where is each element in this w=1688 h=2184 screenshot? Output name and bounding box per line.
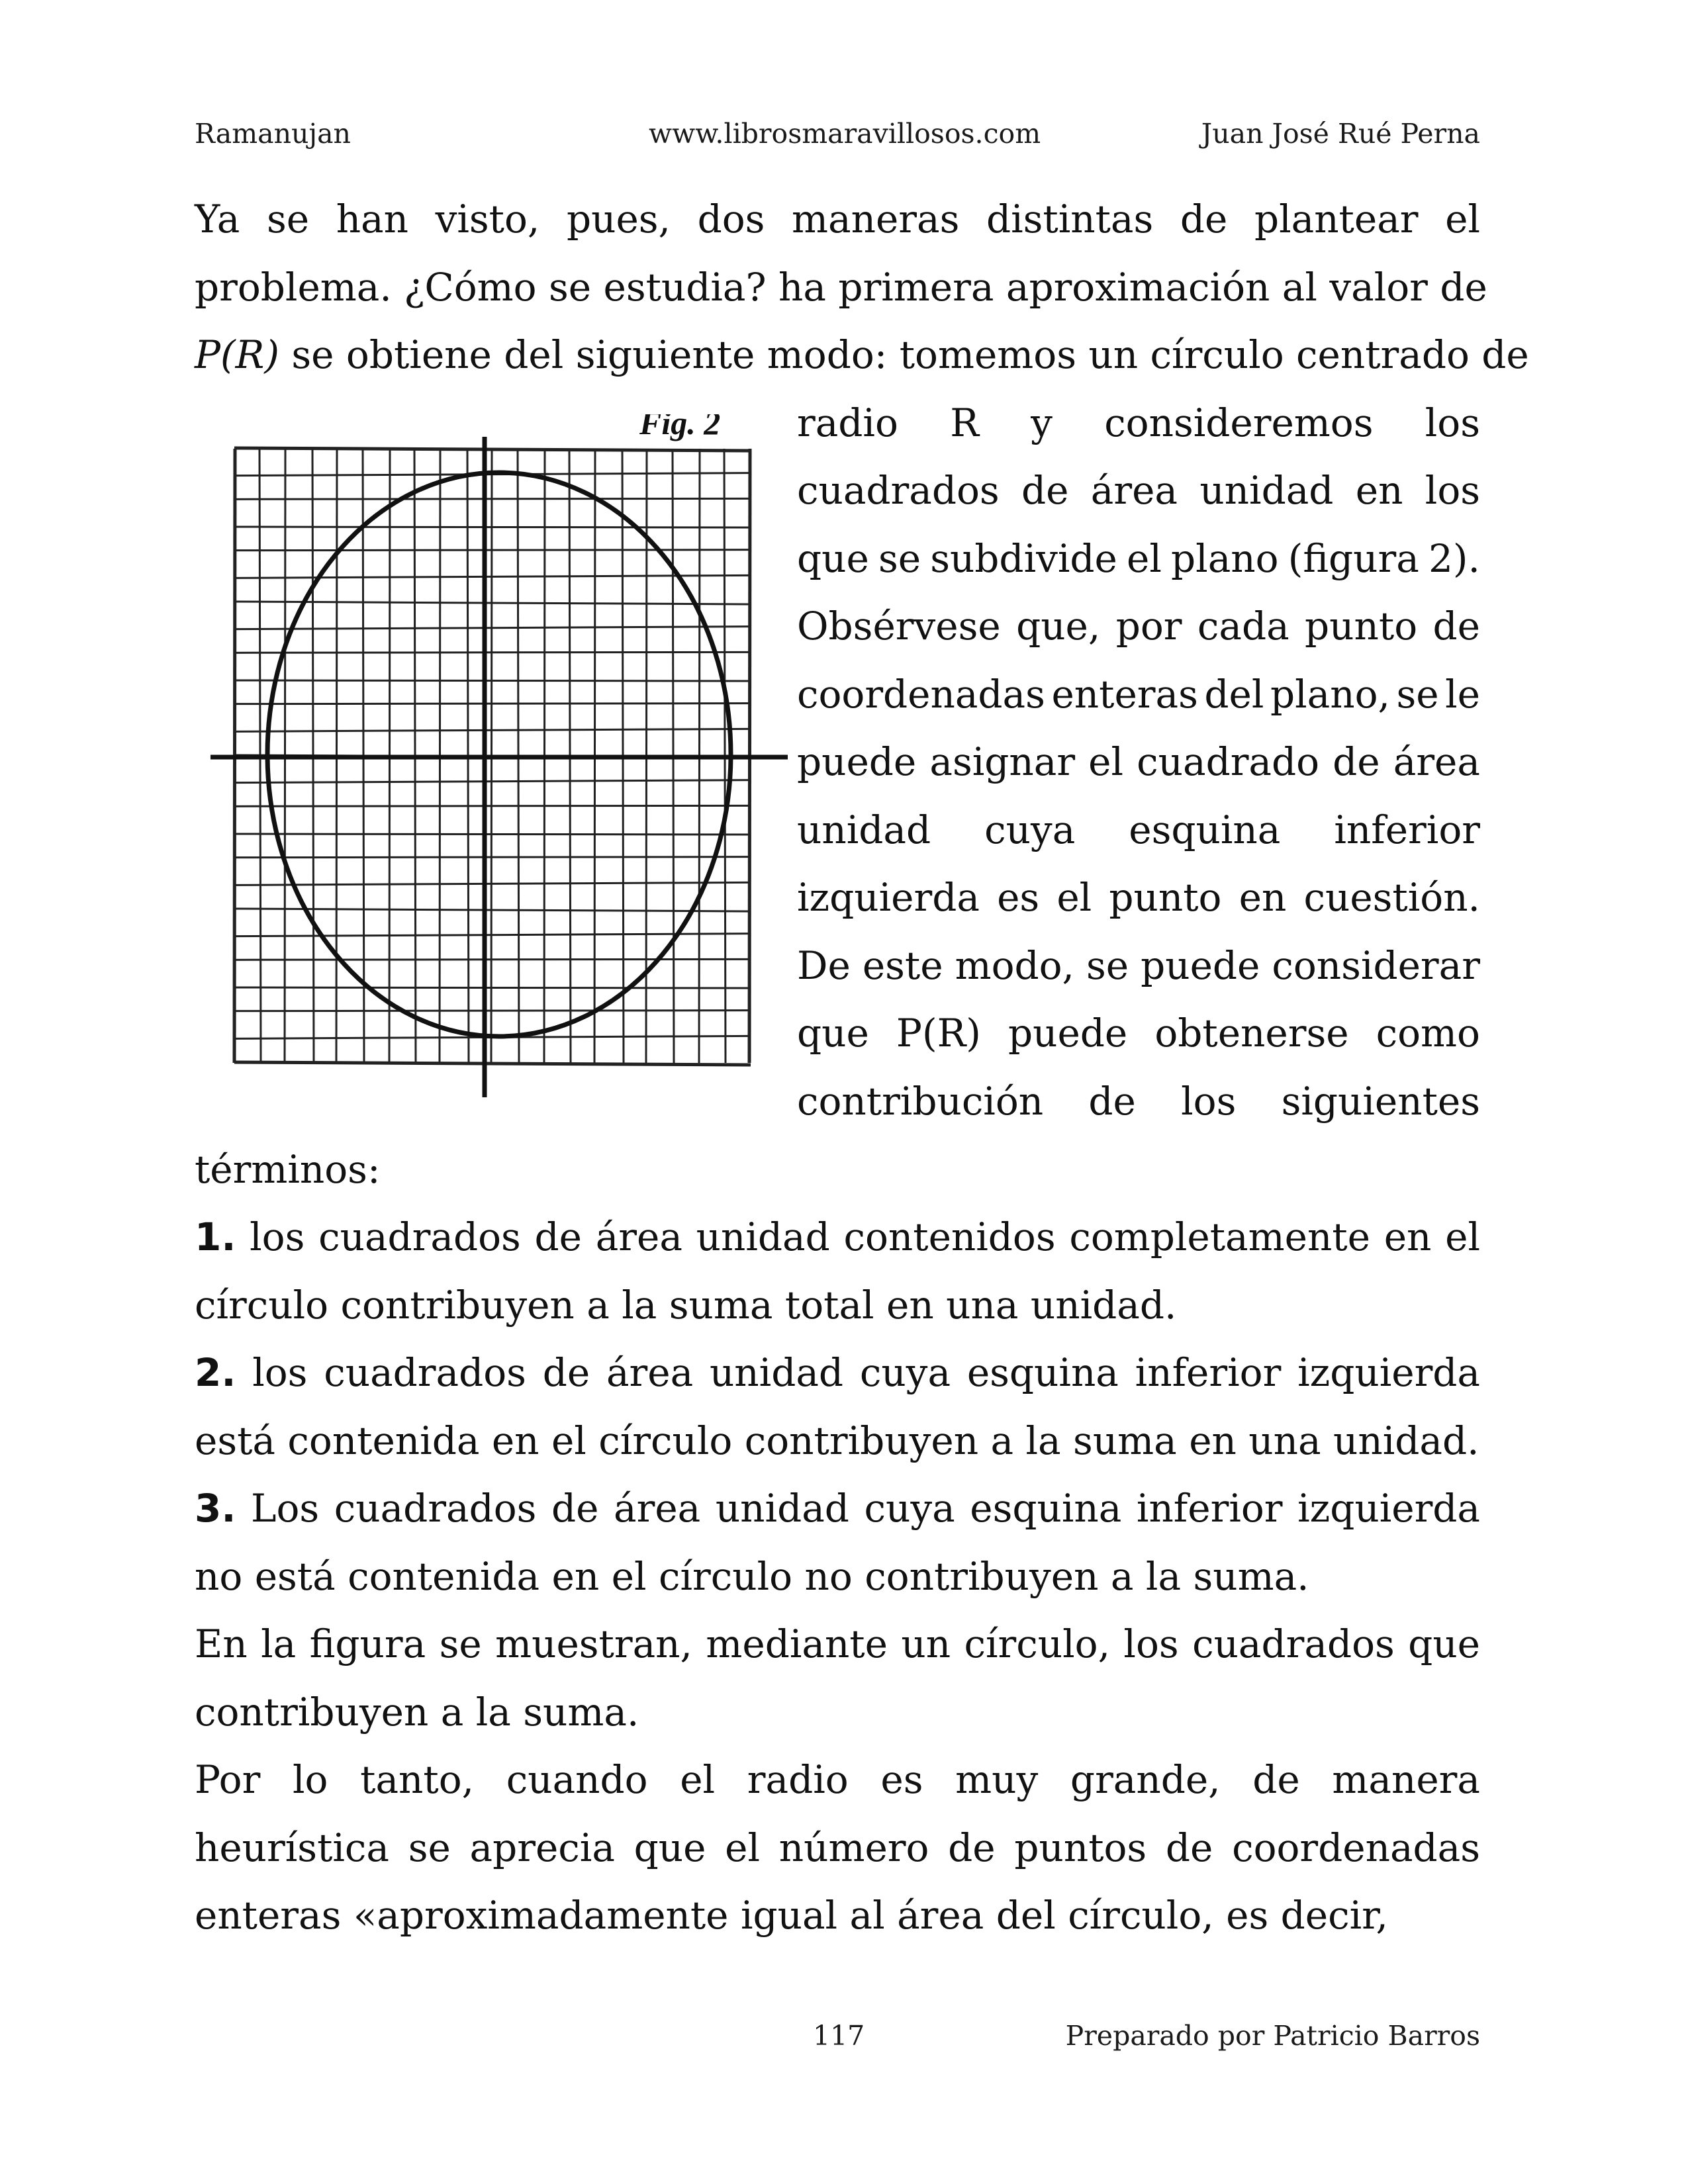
word: coordenadas bbox=[797, 671, 1045, 717]
grid-line bbox=[234, 680, 751, 681]
word: de bbox=[1021, 468, 1069, 513]
word: P(R) bbox=[896, 1011, 981, 1056]
word: el bbox=[1056, 875, 1092, 920]
pr-italic: P(R) bbox=[195, 332, 279, 377]
grid-line bbox=[234, 805, 751, 806]
word: por bbox=[1115, 604, 1182, 649]
word: área bbox=[1393, 739, 1480, 784]
word: cada bbox=[1197, 604, 1289, 649]
word: en bbox=[1355, 468, 1403, 513]
word: cuadrados bbox=[797, 468, 1000, 513]
intro-line-text: se obtiene del siguiente modo: tomemos un círculo centrado de bbox=[279, 332, 1529, 377]
grid-line bbox=[234, 834, 751, 835]
word: y bbox=[1031, 400, 1053, 445]
word: de bbox=[1432, 604, 1480, 649]
word: Obsérvese bbox=[797, 604, 1001, 649]
page-header bbox=[195, 118, 1480, 155]
word: unidad bbox=[797, 807, 931, 852]
word: como bbox=[1376, 1011, 1480, 1056]
page-footer bbox=[195, 2020, 1480, 2057]
word: el bbox=[1127, 535, 1162, 581]
item-text: Los cuadrados de área unidad cuya esquina inferior izquierda no está contenida en el círculo no contribuyen a la suma. bbox=[195, 1486, 1480, 1599]
wrapped-line bbox=[797, 525, 1480, 593]
list-item-1 bbox=[195, 1203, 1480, 1339]
wrapped-line bbox=[797, 660, 1480, 729]
item-text: los cuadrados de área unidad contenidos completamente en el círculo contribuyen a la suma total en una unidad. bbox=[195, 1214, 1480, 1328]
word: que bbox=[797, 1011, 869, 1056]
wrapped-line bbox=[797, 1068, 1480, 1136]
word: considerar bbox=[1272, 942, 1480, 988]
word: le bbox=[1445, 671, 1480, 717]
wrapped-line bbox=[797, 932, 1480, 1000]
header-author: Juan José Rué Perna bbox=[1201, 118, 1480, 150]
word: se bbox=[878, 535, 921, 581]
word: De bbox=[797, 942, 851, 988]
word: en bbox=[1239, 875, 1287, 920]
word: es bbox=[997, 875, 1040, 920]
word: modo, bbox=[955, 942, 1074, 988]
item-number: 3. bbox=[195, 1486, 236, 1531]
figure-label: Fig. 2 bbox=[639, 414, 721, 441]
item-number: 1. bbox=[195, 1214, 236, 1259]
grid-line bbox=[234, 959, 751, 960]
word: R bbox=[950, 400, 979, 445]
word: de bbox=[1088, 1078, 1136, 1124]
word: puede bbox=[797, 739, 917, 784]
intro-paragraph bbox=[195, 185, 1529, 389]
grid-circle-figure bbox=[208, 414, 792, 1103]
wrapped-line bbox=[797, 728, 1480, 796]
word: punto bbox=[1109, 875, 1222, 920]
word: cuadrado bbox=[1137, 739, 1320, 784]
grid-line bbox=[234, 1010, 751, 1011]
intro-line: problema. ¿Cómo se estudia? ha primera aproximación al valor de bbox=[195, 264, 1487, 310]
wrapped-text bbox=[797, 389, 1480, 1136]
word: radio bbox=[797, 400, 898, 445]
word: de bbox=[1333, 739, 1380, 784]
word: los bbox=[1425, 468, 1480, 513]
word: subdivide bbox=[930, 535, 1117, 581]
wrapped-line bbox=[797, 864, 1480, 932]
word: asignar bbox=[929, 739, 1076, 784]
grid-line bbox=[234, 549, 751, 550]
grid-line bbox=[234, 498, 751, 499]
word: plano bbox=[1171, 535, 1279, 581]
terminos-line: términos: bbox=[195, 1146, 381, 1192]
list-item-3 bbox=[195, 1475, 1480, 1610]
word: se bbox=[1086, 942, 1129, 988]
word: consideremos bbox=[1104, 400, 1374, 445]
list-item-2 bbox=[195, 1339, 1480, 1475]
word: que bbox=[797, 535, 869, 581]
word: izquierda bbox=[797, 875, 980, 920]
word: siguientes bbox=[1281, 1078, 1480, 1124]
word: este bbox=[862, 942, 943, 988]
grid-line bbox=[234, 987, 751, 988]
word: el bbox=[1088, 739, 1124, 784]
word: contribución bbox=[797, 1078, 1044, 1124]
word: puede bbox=[1141, 942, 1260, 988]
word: obtenerse bbox=[1154, 1011, 1349, 1056]
page-number: 117 bbox=[813, 2020, 865, 2052]
grid-line bbox=[234, 703, 751, 704]
item-text: los cuadrados de área unidad cuya esquina inferior izquierda está contenida en el círculo contribuyen a la suma en una unidad. bbox=[195, 1350, 1480, 1463]
word: cuya bbox=[984, 807, 1076, 852]
wrapped-line bbox=[797, 999, 1480, 1068]
word: se bbox=[1396, 671, 1439, 717]
word: 2). bbox=[1428, 535, 1480, 581]
header-website[interactable]: www.librosmaravillosos.com bbox=[649, 118, 1041, 150]
word: los bbox=[1425, 400, 1480, 445]
word: inferior bbox=[1334, 807, 1480, 852]
word: plano, bbox=[1270, 671, 1390, 717]
figure-2 bbox=[208, 414, 792, 1103]
wrapped-line bbox=[797, 389, 1480, 457]
figure-wrap-section bbox=[195, 389, 1480, 1136]
wrapped-line bbox=[797, 457, 1480, 525]
grid-line bbox=[234, 652, 751, 653]
page-body bbox=[195, 185, 1529, 1950]
word: área bbox=[1090, 468, 1178, 513]
intro-line: Ya se han visto, pues, dos maneras distintas de plantear el bbox=[195, 197, 1480, 242]
word: los bbox=[1181, 1078, 1237, 1124]
word: unidad bbox=[1199, 468, 1334, 513]
grid-line bbox=[234, 856, 751, 857]
footer-credit: Preparado por Patricio Barros bbox=[1065, 2020, 1480, 2052]
header-book-title: Ramanujan bbox=[195, 118, 351, 150]
word: (figura bbox=[1288, 535, 1419, 581]
word: punto bbox=[1305, 604, 1418, 649]
word: enteras bbox=[1051, 671, 1198, 717]
wrapped-line bbox=[797, 796, 1480, 864]
word: del bbox=[1204, 671, 1264, 717]
item-number: 2. bbox=[195, 1350, 236, 1395]
paragraph: Por lo tanto, cuando el radio es muy grande, de manera heurística se aprecia que el número de puntos de coordenadas enteras «aproximadamente igual al área del círculo, es decir, bbox=[195, 1757, 1480, 1938]
word: puede bbox=[1008, 1011, 1128, 1056]
wrapped-line bbox=[797, 592, 1480, 660]
paragraph: En la figura se muestran, mediante un círculo, los cuadrados que contribuyen a la suma. bbox=[195, 1621, 1480, 1735]
word: que, bbox=[1016, 604, 1101, 649]
word: esquina bbox=[1129, 807, 1281, 852]
word: cuestión. bbox=[1303, 875, 1480, 920]
intro-line bbox=[195, 321, 1529, 389]
